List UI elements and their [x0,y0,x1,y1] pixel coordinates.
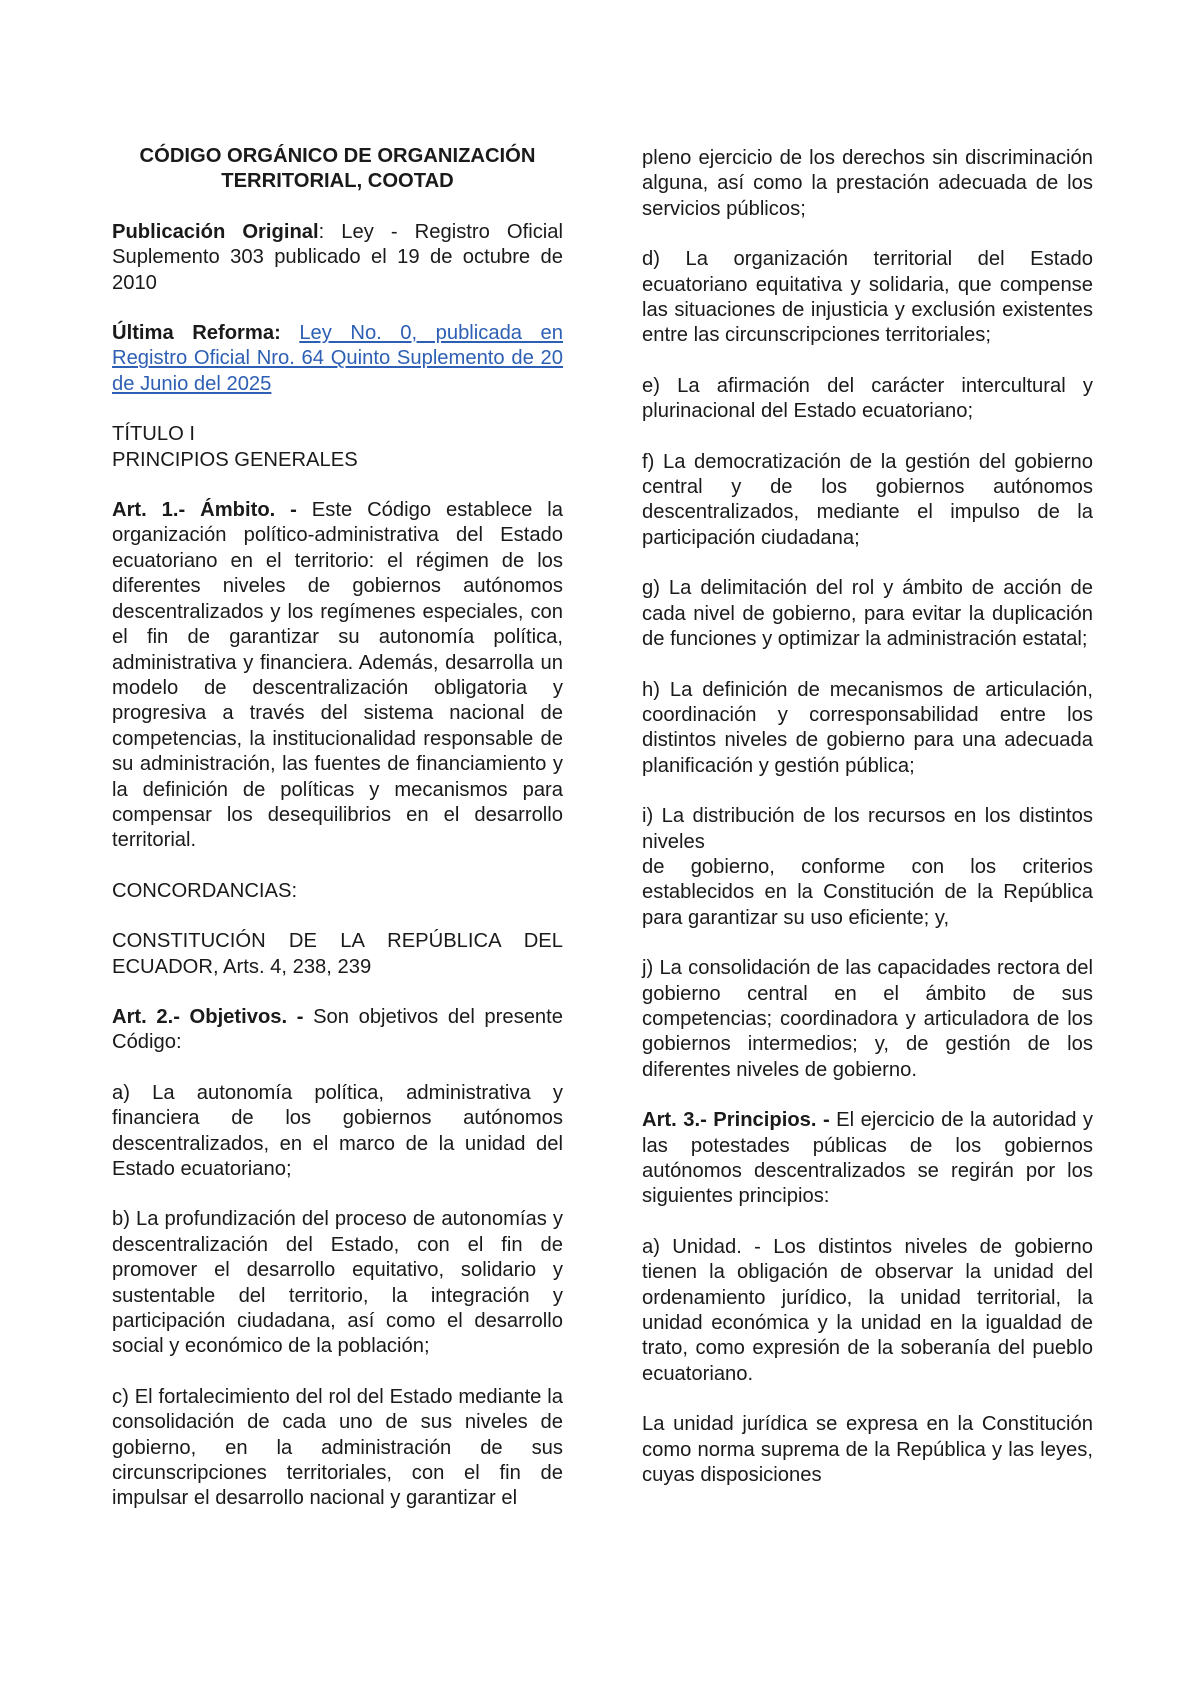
objective-h: h) La definición de mecanismos de articulación, coordinación y corresponsabilidad entre los distintos niveles de gobierno para una adecuada planificación y gestión pública; [642,678,1093,777]
title-heading [112,422,563,473]
article-2-label: Art. 2.- Objetivos. - [112,1005,304,1028]
objective-f: f) La democratización de la gestión del gobierno central y de los gobiernos autónomos descentralizados, mediante el impulso de la participación ciudadana; [642,450,1093,549]
objective-e: e) La afirmación del carácter intercultural y plurinacional del Estado ecuatoriano; [642,374,1093,423]
objective-a: a) La autonomía política, administrativa y financiera de los gobiernos autónomos descentralizados, en el marco de la unidad del Estado ecuatoriano; [112,1081,563,1180]
objective-b: b) La profundización del proceso de autonomías y descentralización del Estado, con el fin de promover el desarrollo equitativo, solidario y sustentable del territorio, la integración y participación ciudadana, así como el desarrollo social y económico de la población; [112,1208,563,1358]
last-reform [112,321,563,397]
article-1-label: Art. 1.- Ámbito. - [112,499,297,522]
title-line-1: CÓDIGO ORGÁNICO DE ORGANIZACIÓN [139,145,536,167]
title-line-2: TERRITORIAL, COOTAD [221,170,454,193]
article-1-text: Este Código establece la organización político-administrativa del Estado ecuatoriano en el territorio: el régimen de los diferentes niveles de gobiernos autónomos descentralizados y los regímenes especiales, con el fin de garantizar su autonomía política, administrativa y financiera. Además, desarrolla un modelo de descentralización obligatoria y progresiva a través del sistema nacional de competencias, la institucionalidad responsable de su administración, las fuentes de financiamiento y la definición de políticas y mecanismos para compensar los desequilibrios en el desarrollo territorial. [112,499,563,852]
titulo-number: TÍTULO I [112,423,195,446]
publication-original [112,220,563,296]
publication-text: : Ley - Registro Oficial Suplemento 303 publicado el 19 de octubre de 2010 [112,220,564,294]
unidad-juridica: La unidad jurídica se expresa en la Constitución como norma suprema de la República y las leyes, cuyas disposiciones [642,1413,1093,1487]
objective-d: d) La organización territorial del Estado ecuatoriano equitativa y solidaria, que compense las situaciones de injusticia y exclusión existentes entre las circunscripciones territoriales; [642,248,1093,347]
objective-g: g) La delimitación del rol y ámbito de acción de cada nivel de gobierno, para evitar la duplicación de funciones y optimizar la administración estatal; [642,577,1093,651]
right-column [642,146,1093,1488]
document-title [112,144,563,195]
article-2-text: Son objetivos del presente Código: [112,1005,563,1054]
reform-label: Última Reforma: [112,322,281,345]
article-1 [112,498,563,854]
article-2 [112,1005,563,1056]
constitucion-reference: CONSTITUCIÓN DE LA REPÚBLICA DEL ECUADOR, Arts. 4, 238, 239 [112,930,563,978]
objective-i-line1: i) La distribución de los recursos en los distintos niveles [642,805,1093,853]
publication-label: Publicación Original [112,220,319,243]
concordancias-heading: CONCORDANCIAS: [112,879,298,902]
left-column [112,144,563,1512]
objective-j: j) La consolidación de las capacidades rectora del gobierno central en el ámbito de sus competencias; coordinadora y articuladora de los gobiernos intermedios; y, de gestión de los diferentes niveles de gobierno. [642,957,1093,1081]
article-3-text: El ejercicio de la autoridad y las potestades públicas de los gobiernos autónomos descentralizados se regirán por los siguientes principios: [642,1109,1093,1208]
objective-i-line2: de gobierno, conforme con los criterios establecidos en la Constitución de la República para garantizar su uso eficiente; y, [642,855,1093,929]
objective-c-part1: c) El fortalecimiento del rol del Estado mediante la consolidación de cada uno de sus niveles de gobierno, en la administración de sus circunscripciones territoriales, con el fin de impulsar el desarrollo nacional y garantizar el [112,1385,563,1510]
reform-link[interactable]: Ley No. 0, publicada en Registro Oficial Nro. 64 Quinto Suplemento de 20 de Junio del 2025 [112,322,563,395]
objective-i [642,804,1093,931]
article-3 [642,1108,1093,1210]
article-3-label: Art. 3.- Principios. - [642,1109,830,1132]
objective-c-part2: pleno ejercicio de los derechos sin discriminación alguna, así como la prestación adecuada de los servicios públicos; [642,147,1093,220]
titulo-name: PRINCIPIOS GENERALES [112,448,358,471]
principle-a: a) Unidad. - Los distintos niveles de gobierno tienen la obligación de observar la unidad del ordenamiento jurídico, la unidad territorial, la unidad económica y la unidad en la igualdad de trato, como expresión de la soberanía del pueblo ecuatoriano. [642,1235,1093,1385]
